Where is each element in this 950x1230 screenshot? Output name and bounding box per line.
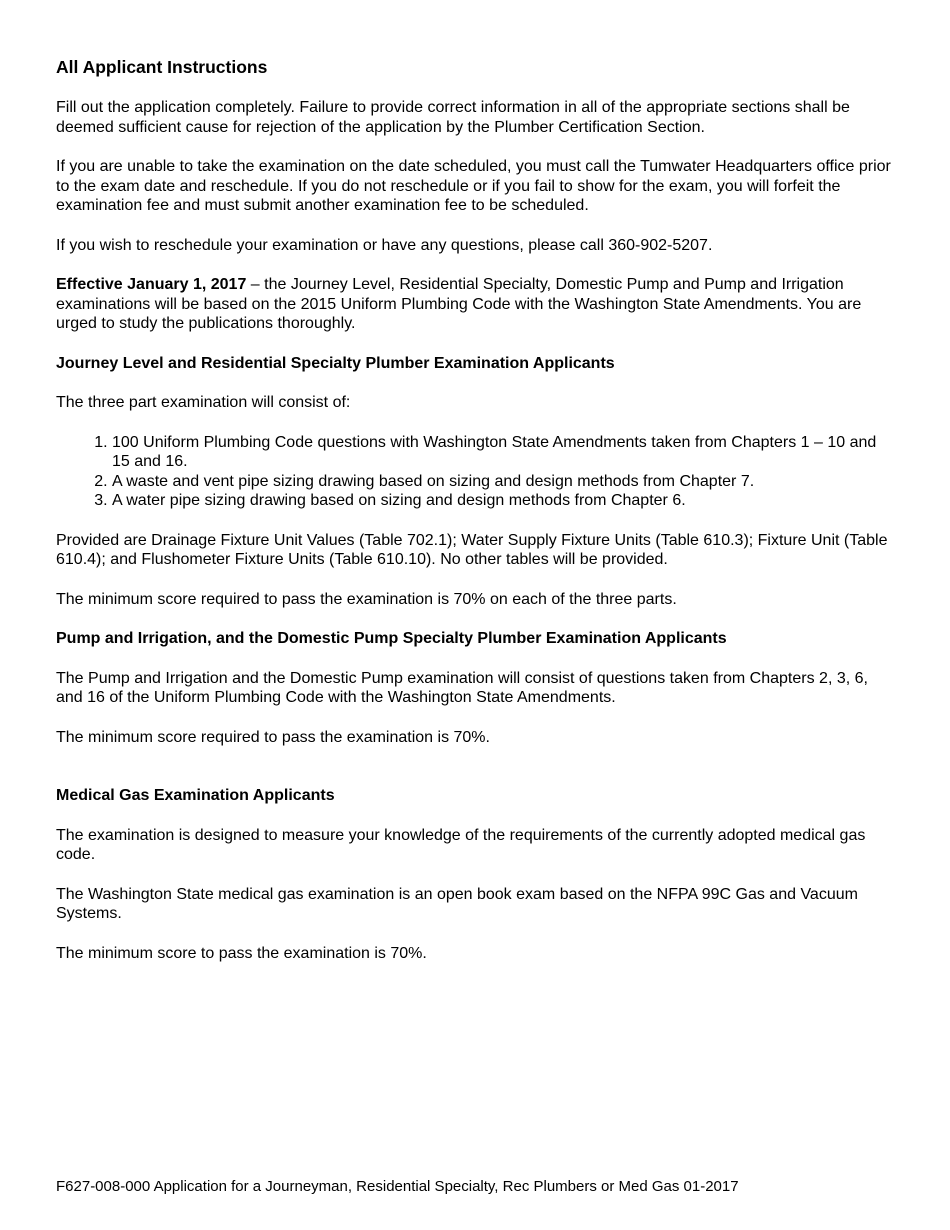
pump-text-paragraph: The Pump and Irrigation and the Domestic Pump examination will consist of questions taken from Chapters 2, 3, 6, and 16 of the Uniform Plumbing Code with the Washington State Amendments. [56, 669, 868, 706]
list-item: 3. A water pipe sizing drawing based on sizing and design methods from Chapter 6. [112, 491, 892, 511]
list-item: 2. A waste and vent pipe sizing drawing based on sizing and design methods from Chapter 7. [112, 472, 892, 492]
list-item: 1. 100 Uniform Plumbing Code questions with Washington State Amendments taken from Chapters 1 – 10 and 15 and 16. [112, 433, 892, 472]
journey-score-paragraph: The minimum score required to pass the examination is 70% on each of the three parts. [56, 590, 677, 608]
page-footer: F627-008-000 Application for a Journeyman, Residential Specialty, Rec Plumbers or Med Gas 01-2017 [56, 1178, 739, 1195]
intro-paragraph-completeness: Fill out the application completely. Failure to provide correct information in all of the appropriate sections shall be deemed sufficient cause for rejection of the application by the Plumber Certification Section. [56, 99, 850, 136]
pump-section-heading: Pump and Irrigation, and the Domestic Pump Specialty Plumber Examination Applicants [56, 630, 727, 647]
intro-paragraph-contact: If you wish to reschedule your examination or have any questions, please call 360-902-5207. [56, 236, 713, 254]
medgas-text-paragraph-1: The examination is designed to measure your knowledge of the requirements of the currently adopted medical gas code. [56, 826, 866, 863]
journey-lead: The three part examination will consist of: [56, 394, 351, 411]
journey-tables-paragraph: Provided are Drainage Fixture Unit Values (Table 702.1); Water Supply Fixture Units (Table 610.3); Fixture Unit (Table 610.4); and Flushometer Fixture Units (Table 610.10). No other tables will be provided. [56, 531, 888, 568]
intro-paragraph-reschedule: If you are unable to take the examination on the date scheduled, you must call the Tumwater Headquarters office prior to the exam date and reschedule. If you do not reschedule or if you fail to show for the exam, you will forfeit the examination fee and must submit another examination fee to be scheduled. [56, 158, 891, 214]
medgas-text-paragraph-2: The Washington State medical gas examination is an open book exam based on the NFPA 99C Gas and Vacuum Systems. [56, 885, 858, 922]
page-title: All Applicant Instructions [56, 57, 268, 77]
journey-exam-parts-list [56, 433, 892, 511]
section-spacer [56, 767, 892, 786]
effective-date-label: Effective January 1, 2017 [56, 276, 247, 293]
medgas-section-heading: Medical Gas Examination Applicants [56, 787, 335, 804]
pump-score-paragraph: The minimum score required to pass the examination is 70%. [56, 728, 490, 746]
medgas-score-paragraph: The minimum score to pass the examination is 70%. [56, 944, 427, 962]
effective-date-paragraph [56, 275, 892, 334]
effective-date-text: – the Journey Level, Residential Specialty, Domestic Pump and Pump and Irrigation examinations will be based on the 2015 Uniform Plumbing Code with the Washington State Amendments. You are urged to study the publications thoroughly. [56, 276, 862, 332]
journey-section-heading: Journey Level and Residential Specialty Plumber Examination Applicants [56, 354, 615, 372]
document-page [56, 56, 892, 983]
